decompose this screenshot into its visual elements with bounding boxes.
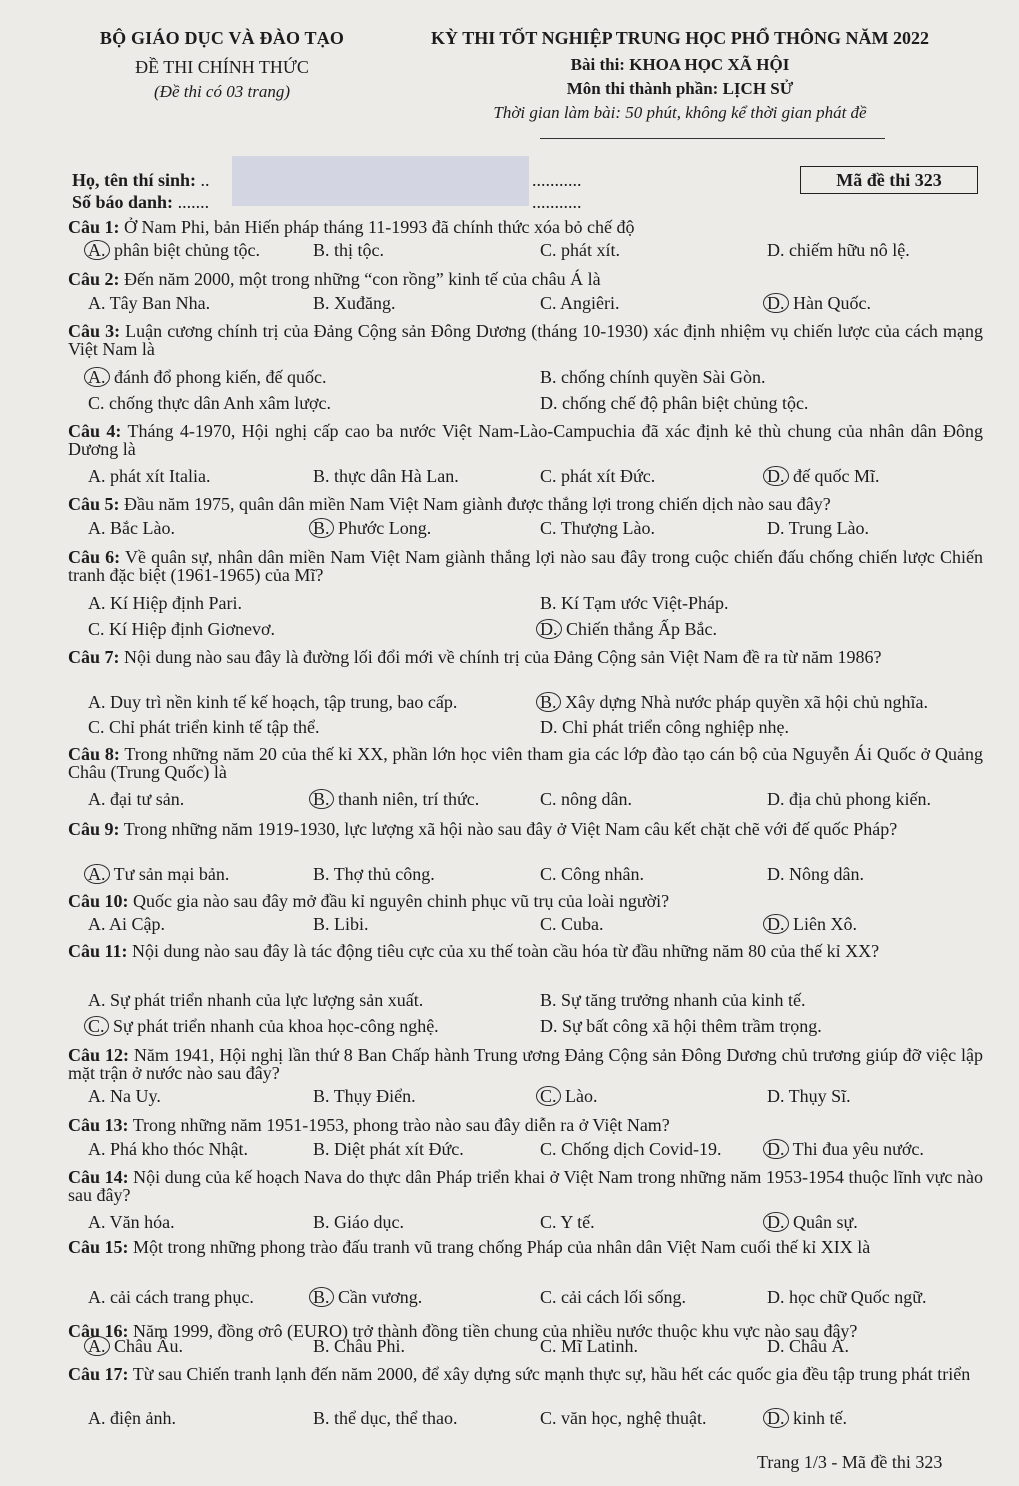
circled-answer: A. xyxy=(84,864,110,884)
answer-option[interactable] xyxy=(88,990,423,1011)
question-text: Quốc gia nào sau đây mở đầu kỉ nguyên chinh phục vũ trụ của loài người? xyxy=(128,891,670,911)
answer-option[interactable] xyxy=(540,1287,686,1308)
option-letter: A. xyxy=(88,692,106,712)
question-stem xyxy=(68,942,983,960)
option-text: Na Uy. xyxy=(105,1086,161,1106)
option-text: Duy trì nền kinh tế kế hoạch, tập trung, bao cấp. xyxy=(105,692,458,712)
option-text: chiếm hữu nô lệ. xyxy=(784,240,910,260)
answer-option[interactable] xyxy=(88,393,331,414)
option-letter: D. xyxy=(767,1336,785,1356)
answer-option[interactable] xyxy=(540,914,604,935)
option-text: Thợ thủ công. xyxy=(329,864,435,884)
option-letter: B. xyxy=(313,240,330,260)
option-letter: A. xyxy=(88,1408,106,1428)
option-text: điện ảnh. xyxy=(105,1408,176,1428)
question-stem xyxy=(68,892,983,910)
ministry-name: BỘ GIÁO DỤC VÀ ĐÀO TẠO xyxy=(99,28,345,48)
option-text: Xuđăng. xyxy=(329,293,396,313)
option-text: nông dân. xyxy=(556,789,633,809)
option-text: Chỉ phát triển công nghiệp nhẹ. xyxy=(557,717,789,737)
option-letter: C. xyxy=(88,717,105,737)
question-text: Một trong những phong trào đấu tranh vũ trang chống Pháp của nhân dân Việt Nam cuối thế kỉ XIX là xyxy=(128,1237,871,1257)
question-number: Câu 2: xyxy=(68,269,120,289)
answer-option[interactable] xyxy=(540,1139,722,1160)
option-text: Hàn Quốc. xyxy=(788,293,871,313)
candidate-id-dots-end: ........... xyxy=(532,192,582,212)
option-letter: D. xyxy=(540,1016,558,1036)
option-letter: A. xyxy=(88,1139,106,1159)
answer-option[interactable] xyxy=(313,914,369,935)
option-text: đại tư sản. xyxy=(105,789,185,809)
option-text: văn học, nghệ thuật. xyxy=(556,1408,707,1428)
option-letter: B. xyxy=(313,293,330,313)
candidate-name-dots-end: ........... xyxy=(532,170,582,190)
answer-option[interactable] xyxy=(88,240,260,261)
option-text: Kí Hiệp định Pari. xyxy=(105,593,242,613)
question-stem xyxy=(68,820,983,838)
option-letter: C. xyxy=(540,240,557,260)
answer-option[interactable] xyxy=(88,293,210,314)
question-text: Nội dung của kế hoạch Nava do thực dân Pháp triển khai ở Việt Nam trong những năm 1953-1954 thuộc lĩnh vực nào sau đây? xyxy=(68,1167,983,1205)
question-stem xyxy=(68,1365,983,1383)
answer-option[interactable] xyxy=(767,518,869,539)
question-stem xyxy=(68,648,983,666)
question-stem xyxy=(68,270,983,288)
option-letter: B. xyxy=(313,1086,330,1106)
question-text: Đầu năm 1975, quân dân miền Nam Việt Nam giành được thắng lợi trong chiến dịch nào sau đây? xyxy=(119,494,831,514)
circled-answer: D. xyxy=(763,914,789,934)
option-letter: C. xyxy=(540,1336,557,1356)
option-text: Angiêri. xyxy=(556,293,620,313)
subject-name: Môn thi thành phần: LỊCH SỬ xyxy=(566,79,794,98)
option-letter: B. xyxy=(313,864,330,884)
circled-answer: D. xyxy=(763,466,789,486)
answer-option[interactable] xyxy=(540,1212,595,1233)
option-letter: A. xyxy=(88,990,106,1010)
question-text: Ở Nam Phi, bản Hiến pháp tháng 11-1993 đã chính thức xóa bỏ chế độ xyxy=(119,217,635,237)
option-letter: B. xyxy=(313,1212,330,1232)
option-text: phát xít Đức. xyxy=(556,466,656,486)
option-text: đánh đổ phong kiến, đế quốc. xyxy=(109,367,327,387)
answer-option[interactable] xyxy=(540,1408,706,1429)
answer-option[interactable] xyxy=(767,1408,847,1429)
answer-option[interactable] xyxy=(540,240,620,261)
option-text: chống chính quyền Sài Gòn. xyxy=(556,367,766,387)
option-letter: C. xyxy=(540,518,557,538)
answer-option[interactable] xyxy=(767,240,910,261)
question-stem xyxy=(68,1238,983,1256)
answer-option[interactable] xyxy=(88,1212,175,1233)
question-text: Về quân sự, nhân dân miền Nam Việt Nam giành thắng lợi nào sau đây trong cuộc chiến đấu chống chiến lược Chiến tranh đặc biệt (1961-1965) của Mĩ? xyxy=(68,547,983,585)
page-count-note: (Đề thi có 03 trang) xyxy=(154,82,290,101)
option-text: kinh tế. xyxy=(788,1408,847,1428)
answer-option[interactable] xyxy=(540,518,655,539)
header-left xyxy=(82,28,362,102)
question-text: Từ sau Chiến tranh lạnh đến năm 2000, để xây dựng sức mạnh thực sự, hầu hết các quốc gia đều tập trung phát triển xyxy=(128,1364,971,1384)
option-text: Nông dân. xyxy=(784,864,864,884)
answer-option[interactable] xyxy=(767,466,879,487)
option-letter: A. xyxy=(88,789,106,809)
question-number: Câu 15: xyxy=(68,1237,129,1257)
option-text: thị tộc. xyxy=(329,240,385,260)
question-text: Trong những năm 20 của thế kỉ XX, phần lớn học viên tham gia các lớp đào tạo cán bộ của Nguyễn Ái Quốc ở Quảng Châu (Trung Quốc) là xyxy=(68,744,983,782)
option-text: Chỉ phát triển kinh tế tập thể. xyxy=(104,717,320,737)
option-text: Chiến thắng Ấp Bắc. xyxy=(561,619,717,639)
option-letter: D. xyxy=(767,864,785,884)
candidate-id-row xyxy=(72,192,209,213)
circled-answer: A. xyxy=(84,367,110,387)
answer-option[interactable] xyxy=(313,240,384,261)
answer-option[interactable] xyxy=(540,619,717,640)
candidate-name-row xyxy=(72,170,210,191)
answer-option[interactable] xyxy=(88,864,229,885)
option-text: Ai Cập. xyxy=(105,914,166,934)
question-number: Câu 13: xyxy=(68,1115,129,1135)
option-text: Tư sản mại bản. xyxy=(109,864,230,884)
answer-option[interactable] xyxy=(767,1336,849,1357)
answer-option[interactable] xyxy=(313,1336,405,1357)
question-stem xyxy=(68,495,983,513)
option-text: Thi đua yêu nước. xyxy=(788,1139,924,1159)
answer-option[interactable] xyxy=(540,393,808,414)
answer-option[interactable] xyxy=(313,1139,464,1160)
option-letter: C. xyxy=(88,619,105,639)
answer-option[interactable] xyxy=(767,1086,851,1107)
answer-option[interactable] xyxy=(88,466,210,487)
option-text: Kí Hiệp định Giơnevơ. xyxy=(104,619,276,639)
question-text: Nội dung nào sau đây là tác động tiêu cực của xu thế toàn cầu hóa từ đầu những năm 80 của thế kỉ XX? xyxy=(127,941,880,961)
candidate-id-dots: ....... xyxy=(177,192,210,212)
answer-option[interactable] xyxy=(767,864,864,885)
option-text: Sự phát triển nhanh của lực lượng sản xuất. xyxy=(105,990,424,1010)
option-letter: B. xyxy=(313,466,330,486)
option-letter: D. xyxy=(540,717,558,737)
question-number: Câu 6: xyxy=(68,547,121,567)
option-text: Châu Âu. xyxy=(109,1336,183,1356)
option-text: Chống dịch Covid-19. xyxy=(556,1139,722,1159)
option-text: Thụy Sĩ. xyxy=(784,1086,851,1106)
answer-option[interactable] xyxy=(540,864,644,885)
question-stem xyxy=(68,1046,983,1082)
option-letter: D. xyxy=(767,240,785,260)
option-letter: C. xyxy=(540,1287,557,1307)
answer-option[interactable] xyxy=(88,367,326,388)
answer-option[interactable] xyxy=(767,1212,858,1233)
test-name: Bài thi: KHOA HỌC XÃ HỘI xyxy=(570,55,790,74)
question-text: Đến năm 2000, một trong những “con rồng” kinh tế của châu Á là xyxy=(119,269,601,289)
option-letter: D. xyxy=(767,1287,785,1307)
option-text: thanh niên, trí thức. xyxy=(333,789,480,809)
answer-option[interactable] xyxy=(540,1016,822,1037)
answer-option[interactable] xyxy=(88,619,275,640)
answer-option[interactable] xyxy=(88,1287,254,1308)
circled-answer: C. xyxy=(84,1016,109,1036)
redacted-name xyxy=(232,156,529,206)
candidate-name-label: Họ, tên thí sinh: xyxy=(72,170,197,190)
circled-answer: D. xyxy=(763,1212,789,1232)
option-letter: C. xyxy=(88,393,105,413)
circled-answer: C. xyxy=(536,1086,561,1106)
answer-option[interactable] xyxy=(767,293,871,314)
option-letter: C. xyxy=(540,864,557,884)
answer-option[interactable] xyxy=(88,1139,248,1160)
option-text: Thụy Điển. xyxy=(329,1086,416,1106)
option-text: Xây dựng Nhà nước pháp quyền xã hội chủ nghĩa. xyxy=(560,692,928,712)
circled-answer: B. xyxy=(309,518,334,538)
option-text: địa chủ phong kiến. xyxy=(784,789,931,809)
answer-option[interactable] xyxy=(540,789,632,810)
answer-option[interactable] xyxy=(313,1212,404,1233)
answer-option[interactable] xyxy=(88,1408,176,1429)
question-number: Câu 7: xyxy=(68,647,120,667)
answer-option[interactable] xyxy=(88,692,457,713)
answer-option[interactable] xyxy=(767,789,931,810)
question-text: Năm 1999, đồng ơrô (EURO) trở thành đồng tiền chung của nhiều nước thuộc khu vực nào sau đây? xyxy=(128,1321,858,1341)
answer-option[interactable] xyxy=(313,1408,457,1429)
question-text: Năm 1941, Hội nghị lần thứ 8 Ban Chấp hành Trung ương Đảng Cộng sản Đông Dương chủ trương giúp đỡ việc lập mặt trận ở nước nào sau đây? xyxy=(68,1045,984,1083)
question-text: Trong những năm 1919-1930, lực lượng xã hội nào sau đây ở Việt Nam câu kết chặt chẽ với đế quốc Pháp? xyxy=(119,819,898,839)
time-note: Thời gian làm bài: 50 phút, không kể thời gian phát đề xyxy=(493,103,867,122)
circled-answer: D. xyxy=(763,1139,789,1159)
option-text: Sự phát triển nhanh của khoa học-công nghệ. xyxy=(108,1016,439,1036)
option-text: Mĩ Latinh. xyxy=(556,1336,639,1356)
option-text: phát xít Italia. xyxy=(105,466,211,486)
circled-answer: D. xyxy=(536,619,562,639)
candidate-name-dots: .. xyxy=(200,170,210,190)
answer-option[interactable] xyxy=(88,789,184,810)
answer-option[interactable] xyxy=(540,717,789,738)
answer-option[interactable] xyxy=(540,990,806,1011)
option-letter: D. xyxy=(767,1086,785,1106)
header-right xyxy=(400,28,960,123)
answer-option[interactable] xyxy=(88,1086,161,1107)
option-letter: A. xyxy=(88,1287,106,1307)
circled-answer: B. xyxy=(309,1287,334,1307)
option-text: Y tế. xyxy=(556,1212,595,1232)
option-letter: C. xyxy=(540,1408,557,1428)
option-text: Lào. xyxy=(560,1086,598,1106)
option-letter: A. xyxy=(88,293,106,313)
option-letter: B. xyxy=(313,1336,330,1356)
option-text: cải cách lối sống. xyxy=(556,1287,686,1307)
option-text: Châu Phi. xyxy=(329,1336,406,1356)
answer-option[interactable] xyxy=(88,593,242,614)
question-number: Câu 10: xyxy=(68,891,129,911)
option-text: Công nhân. xyxy=(556,864,645,884)
question-stem xyxy=(68,548,983,584)
answer-option[interactable] xyxy=(313,789,479,810)
option-letter: C. xyxy=(540,914,557,934)
circled-answer: D. xyxy=(763,293,789,313)
circled-answer: A. xyxy=(84,240,110,260)
option-text: Cuba. xyxy=(556,914,604,934)
option-text: Diệt phát xít Đức. xyxy=(329,1139,464,1159)
option-letter: C. xyxy=(540,1139,557,1159)
question-stem xyxy=(68,322,983,358)
circled-answer: D. xyxy=(763,1408,789,1428)
question-stem xyxy=(68,1168,983,1204)
question-stem xyxy=(68,1116,983,1134)
option-text: Bắc Lào. xyxy=(105,518,175,538)
question-number: Câu 11: xyxy=(68,941,128,961)
answer-option[interactable] xyxy=(313,864,435,885)
option-letter: B. xyxy=(540,990,557,1010)
answer-option[interactable] xyxy=(540,593,729,614)
option-text: Kí Tạm ước Việt-Pháp. xyxy=(556,593,729,613)
answer-option[interactable] xyxy=(88,1016,439,1037)
option-letter: B. xyxy=(540,593,557,613)
option-letter: D. xyxy=(767,518,785,538)
option-letter: C. xyxy=(540,789,557,809)
question-number: Câu 9: xyxy=(68,819,120,839)
option-text: Giáo dục. xyxy=(329,1212,404,1232)
option-text: Tây Ban Nha. xyxy=(105,293,211,313)
option-text: Liên Xô. xyxy=(788,914,857,934)
question-number: Câu 5: xyxy=(68,494,120,514)
question-stem xyxy=(68,422,983,458)
answer-option[interactable] xyxy=(767,914,857,935)
option-text: Quân sự. xyxy=(788,1212,858,1232)
header-rule xyxy=(540,138,885,139)
option-letter: B. xyxy=(313,914,330,934)
option-text: phân biệt chủng tộc. xyxy=(109,240,260,260)
option-text: thực dân Hà Lan. xyxy=(329,466,459,486)
answer-option[interactable] xyxy=(540,1086,598,1107)
candidate-id-label: Số báo danh: xyxy=(72,192,174,212)
answer-option[interactable] xyxy=(540,466,655,487)
option-letter: C. xyxy=(540,1212,557,1232)
answer-option[interactable] xyxy=(313,1086,416,1107)
option-letter: C. xyxy=(540,466,557,486)
answer-option[interactable] xyxy=(88,1336,183,1357)
official-label: ĐỀ THI CHÍNH THỨC xyxy=(135,57,309,77)
option-letter: A. xyxy=(88,1212,106,1232)
question-text: Trong những năm 1951-1953, phong trào nào sau đây diễn ra ở Việt Nam? xyxy=(128,1115,670,1135)
option-text: học chữ Quốc ngữ. xyxy=(784,1287,927,1307)
option-text: đế quốc Mĩ. xyxy=(788,466,880,486)
question-number: Câu 3: xyxy=(68,321,121,341)
option-letter: A. xyxy=(88,914,106,934)
exam-code-box: Mã đề thi 323 xyxy=(800,166,978,194)
question-number: Câu 12: xyxy=(68,1045,129,1065)
option-text: Libi. xyxy=(329,914,369,934)
question-number: Câu 1: xyxy=(68,217,120,237)
question-text: Luận cương chính trị của Đảng Cộng sản Đông Dương (tháng 10-1930) xác định nhiệm vụ chiến lược của cách mạng Việt Nam là xyxy=(68,321,983,359)
answer-option[interactable] xyxy=(540,367,765,388)
question-number: Câu 8: xyxy=(68,744,120,764)
answer-option[interactable] xyxy=(313,466,459,487)
option-letter: A. xyxy=(88,466,106,486)
question-text: Nội dung nào sau đây là đường lối đổi mới về chính trị của Đảng Cộng sản Việt Nam đề ra từ năm 1986? xyxy=(119,647,882,667)
question-text: Tháng 4-1970, Hội nghị cấp cao ba nước Việt Nam-Lào-Campuchia đã xác định kẻ thù chung của nhân dân Đông Dương là xyxy=(68,421,983,459)
answer-option[interactable] xyxy=(88,914,165,935)
question-number: Câu 4: xyxy=(68,421,122,441)
answer-option[interactable] xyxy=(767,1287,926,1308)
option-text: Trung Lào. xyxy=(784,518,870,538)
option-text: chống thực dân Anh xâm lược. xyxy=(104,393,332,413)
option-text: Sự tăng trưởng nhanh của kinh tế. xyxy=(556,990,806,1010)
option-letter: D. xyxy=(767,789,785,809)
question-number: Câu 16: xyxy=(68,1321,129,1341)
option-text: cải cách trang phục. xyxy=(105,1287,254,1307)
option-letter: A. xyxy=(88,593,106,613)
option-text: thể dục, thể thao. xyxy=(329,1408,458,1428)
question-number: Câu 14: xyxy=(68,1167,129,1187)
answer-option[interactable] xyxy=(313,293,396,314)
answer-option[interactable] xyxy=(540,1336,638,1357)
option-text: Văn hóa. xyxy=(105,1212,175,1232)
answer-option[interactable] xyxy=(88,717,319,738)
answer-option[interactable] xyxy=(88,518,175,539)
option-text: Cần vương. xyxy=(333,1287,423,1307)
option-text: chống chế độ phân biệt chủng tộc. xyxy=(557,393,809,413)
option-text: Sự bất công xã hội thêm trầm trọng. xyxy=(557,1016,822,1036)
answer-option[interactable] xyxy=(767,1139,924,1160)
option-letter: C. xyxy=(540,293,557,313)
answer-option[interactable] xyxy=(540,293,620,314)
exam-title: KỲ THI TỐT NGHIỆP TRUNG HỌC PHỔ THÔNG NĂM 2022 xyxy=(431,28,929,48)
page-footer: Trang 1/3 - Mã đề thi 323 xyxy=(757,1452,943,1472)
option-letter: B. xyxy=(313,1408,330,1428)
option-letter: B. xyxy=(540,367,557,387)
option-letter: D. xyxy=(540,393,558,413)
question-stem xyxy=(68,745,983,781)
option-text: Phước Long. xyxy=(333,518,432,538)
option-letter: A. xyxy=(88,518,106,538)
question-number: Câu 17: xyxy=(68,1364,129,1384)
circled-answer: B. xyxy=(309,789,334,809)
circled-answer: B. xyxy=(536,692,561,712)
option-text: Phá kho thóc Nhật. xyxy=(105,1139,248,1159)
option-text: Thượng Lào. xyxy=(556,518,655,538)
answer-option[interactable] xyxy=(540,692,928,713)
option-letter: B. xyxy=(313,1139,330,1159)
question-stem xyxy=(68,218,983,236)
option-text: Châu Á. xyxy=(784,1336,849,1356)
circled-answer: A. xyxy=(84,1336,110,1356)
answer-option[interactable] xyxy=(313,1287,422,1308)
option-text: phát xít. xyxy=(556,240,621,260)
option-letter: A. xyxy=(88,1086,106,1106)
answer-option[interactable] xyxy=(313,518,431,539)
